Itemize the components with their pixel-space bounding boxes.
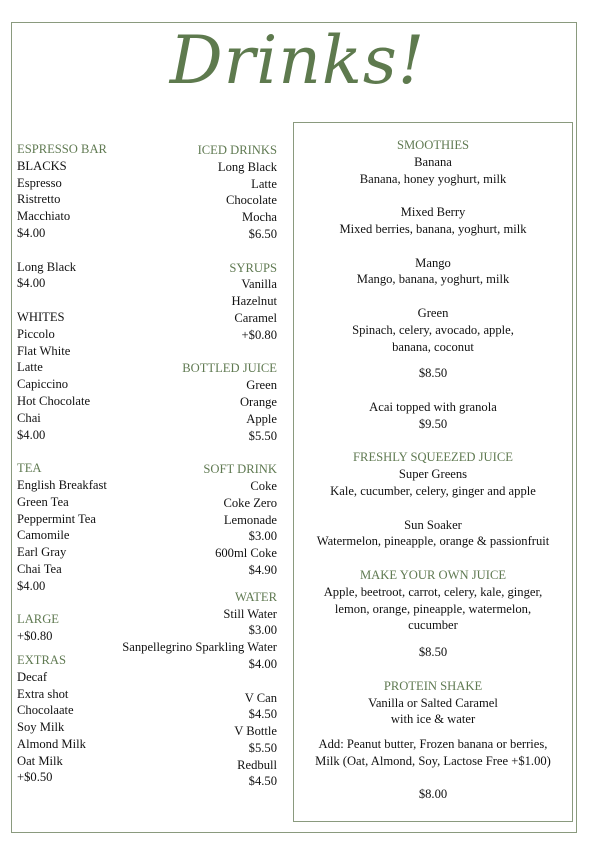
list-item: Decaf xyxy=(17,669,48,684)
right-column xyxy=(295,137,571,803)
list-item: Oat Milk xyxy=(17,753,63,768)
list-item: Apple xyxy=(246,411,277,426)
price: $8.50 xyxy=(418,366,448,381)
item-description: Mango, banana, yoghurt, milk xyxy=(356,272,510,287)
list-item: Mango xyxy=(415,255,451,270)
list-item: Sun Soaker xyxy=(404,517,462,532)
menu-title: Drinks! xyxy=(169,22,426,99)
list-item: Hazelnut xyxy=(231,294,277,309)
fresh-juice-heading: FRESHLY SQUEEZED JUICE xyxy=(353,450,513,465)
item-description: Apple, beetroot, carrot, celery, kale, ginger, xyxy=(323,584,543,599)
espresso-heading: ESPRESSO BAR xyxy=(17,142,107,156)
list-item: Latte xyxy=(251,176,277,191)
item-description: Milk (Oat, Almond, Soy, Lactose Free +$1.00) xyxy=(315,753,551,768)
list-item: Chai Tea xyxy=(17,561,62,576)
list-item: Sanpellegrino Sparkling Water xyxy=(122,640,277,655)
list-item: Earl Gray xyxy=(17,545,67,560)
list-item: Long Black xyxy=(217,159,277,174)
item-description: Banana, honey yoghurt, milk xyxy=(359,171,507,186)
list-item: Almond Milk xyxy=(17,736,86,751)
price: $5.50 xyxy=(248,428,277,443)
price: $4.00 xyxy=(17,427,46,442)
list-item: Coke xyxy=(250,478,277,493)
list-item: V Bottle xyxy=(234,724,277,739)
list-item: Orange xyxy=(239,394,277,409)
list-item: Lemonade xyxy=(223,512,277,527)
price: $3.00 xyxy=(248,623,277,638)
list-item: Espresso xyxy=(17,175,62,190)
item-description: Add: Peanut butter, Frozen banana or berries, xyxy=(318,737,548,752)
item-description: banana, coconut xyxy=(392,339,474,354)
list-item: Mocha xyxy=(242,210,277,225)
list-item: Chai xyxy=(17,410,41,425)
item-description: Mixed berries, banana, yoghurt, milk xyxy=(339,221,527,236)
list-item: Still Water xyxy=(223,606,277,621)
list-item: Piccolo xyxy=(17,326,55,341)
price: $3.00 xyxy=(248,529,277,544)
large-heading: LARGE xyxy=(17,612,59,627)
bottled-heading: BOTTLED JUICE xyxy=(182,361,277,376)
price: $4.00 xyxy=(17,225,46,240)
list-item: Caramel xyxy=(234,310,277,325)
make-own-heading: MAKE YOUR OWN JUICE xyxy=(359,567,507,582)
list-item: Super Greens xyxy=(398,467,468,482)
list-item: V Can xyxy=(244,690,277,705)
list-item: Peppermint Tea xyxy=(17,511,96,526)
list-item: Green Tea xyxy=(17,494,69,509)
price: +$0.80 xyxy=(17,629,53,644)
item-description: Kale, cucumber, celery, ginger and apple xyxy=(330,483,536,498)
extras-heading: EXTRAS xyxy=(17,652,66,667)
list-item: Green xyxy=(246,378,277,393)
syrups-heading: SYRUPS xyxy=(229,260,277,275)
protein-shake-heading: PROTEIN SHAKE xyxy=(383,678,483,693)
item-description: Vanilla or Salted Caramel xyxy=(368,695,498,710)
list-item: Chocolate xyxy=(225,193,277,208)
list-item: Hot Chocolate xyxy=(17,393,91,408)
list-item: Ristretto xyxy=(17,192,61,207)
list-item: WHITES xyxy=(17,309,65,324)
list-item: Latte xyxy=(17,360,43,375)
list-item: Mixed Berry xyxy=(400,205,466,220)
list-item: Vanilla xyxy=(241,277,277,292)
list-item: Macchiato xyxy=(17,209,71,224)
price: +$0.80 xyxy=(241,327,277,342)
list-item: 600ml Coke xyxy=(215,546,277,561)
item-description: cucumber xyxy=(408,618,458,633)
price: $4.00 xyxy=(17,276,46,291)
price: +$0.50 xyxy=(17,770,53,785)
list-item: Extra shot xyxy=(17,686,69,701)
price: $8.00 xyxy=(418,787,448,802)
item-description: Spinach, celery, avocado, apple, xyxy=(352,322,514,337)
list-item: Redbull xyxy=(237,757,277,772)
soft-drink-heading: SOFT DRINK xyxy=(203,462,277,477)
list-item: Green xyxy=(417,305,449,320)
iced-heading: ICED DRINKS xyxy=(197,143,277,157)
smoothies-heading: SMOOTHIES xyxy=(396,138,470,152)
list-item: Acai topped with granola xyxy=(369,399,497,414)
list-item: Camomile xyxy=(17,528,70,543)
water-heading: WATER xyxy=(235,589,277,604)
tea-heading: TEA xyxy=(17,461,42,476)
price: $4.50 xyxy=(248,774,277,789)
price: $4.00 xyxy=(17,578,46,593)
price: $4.00 xyxy=(248,656,277,671)
middle-column xyxy=(100,142,277,790)
item-description: Watermelon, pineapple, orange & passionfruit xyxy=(316,534,550,549)
price: $4.50 xyxy=(248,707,277,722)
price: $9.50 xyxy=(418,416,448,431)
list-item: English Breakfast xyxy=(17,477,107,492)
price: $8.50 xyxy=(418,645,448,660)
item-description: lemon, orange, pineapple, watermelon, xyxy=(334,601,532,616)
list-item: Capiccino xyxy=(17,377,69,392)
price: $5.50 xyxy=(248,740,277,755)
list-item: Chocolaate xyxy=(17,703,74,718)
price: $4.90 xyxy=(248,562,277,577)
list-item: Coke Zero xyxy=(223,495,277,510)
list-item: Long Black xyxy=(17,259,77,274)
list-item: Banana xyxy=(414,154,452,169)
list-item: BLACKS xyxy=(17,158,67,173)
list-item: Flat White xyxy=(17,343,71,358)
list-item: Soy Milk xyxy=(17,720,65,735)
price: $6.50 xyxy=(248,226,277,241)
item-description: with ice & water xyxy=(390,712,476,727)
